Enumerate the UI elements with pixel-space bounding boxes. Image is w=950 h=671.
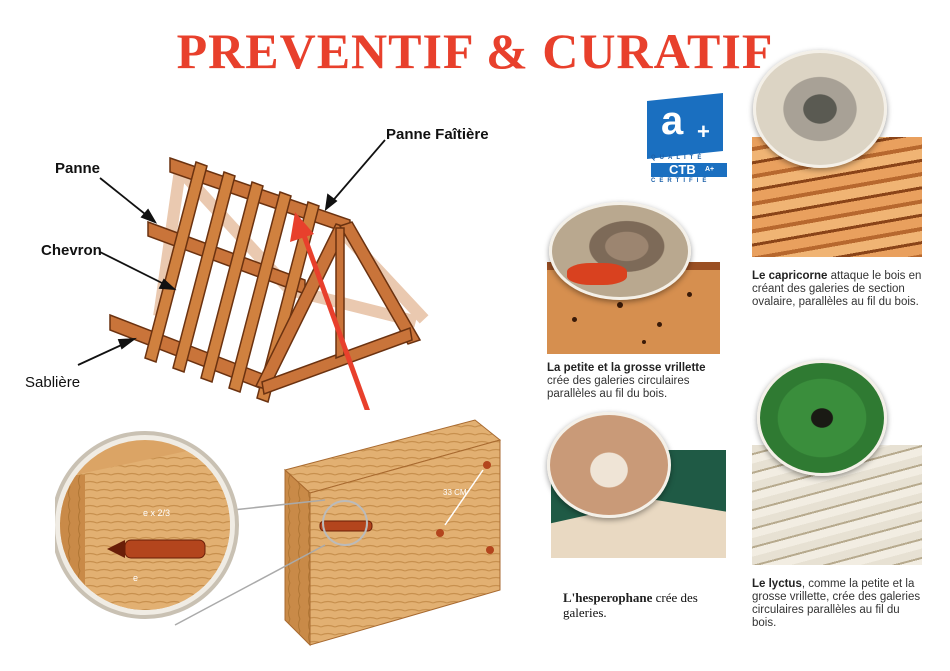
label-chevron: Chevron [41, 242, 102, 259]
label-panne: Panne [55, 160, 101, 177]
ctb-certification-logo [647, 97, 731, 189]
vrillette-beetle-photo [549, 202, 691, 300]
beam-e-label: e [133, 573, 139, 583]
vrillette-caption [547, 362, 727, 401]
logo-certifie: CERTIFIÉ [651, 178, 711, 184]
beam-treatment-diagram [55, 415, 510, 665]
label-panne-faitiere: Panne Faîtière [386, 126, 489, 143]
label-sabliere: Sablière [25, 374, 81, 391]
lyctus-caption [752, 578, 927, 630]
lyctus-text: , comme la petite et la grosse vrillette, crée des galeries circulaires parallèles au fil du bois. [752, 578, 921, 629]
hesperophane-larva-photo [547, 412, 671, 518]
beam-distance-label: 33 CM [443, 488, 467, 497]
logo-qualite: QUALITÉ [651, 155, 706, 161]
logo-brand-suffix: A+ [705, 166, 715, 173]
logo-letter: a [661, 99, 684, 143]
vrillette-text: crée des galeries circulaires parallèles au fil du bois. [547, 375, 690, 400]
lyctus-beetle-photo [757, 360, 887, 476]
hesperophane-name: L'hesperophane [563, 590, 653, 605]
capricorne-text: attaque le bois en créant des galeries de section ovalaire, parallèles au fil du bois. [752, 270, 922, 308]
capricorne-name: Le capricorne [752, 270, 828, 282]
vrillette-name: La petite et la grosse vrillette [547, 362, 706, 374]
beam-ratio-label: e x 2/3 [143, 508, 171, 518]
logo-plus: + [697, 119, 710, 144]
capricorne-beetle-photo [753, 50, 887, 168]
hesperophane-caption [563, 590, 723, 620]
page-title: PREVENTIF & CURATIF [176, 23, 774, 79]
hesperophane-text: crée des galeries. [563, 590, 698, 620]
capricorne-caption [752, 270, 927, 309]
lyctus-name: Le lyctus [752, 578, 802, 590]
logo-brand: CTB [669, 162, 696, 177]
